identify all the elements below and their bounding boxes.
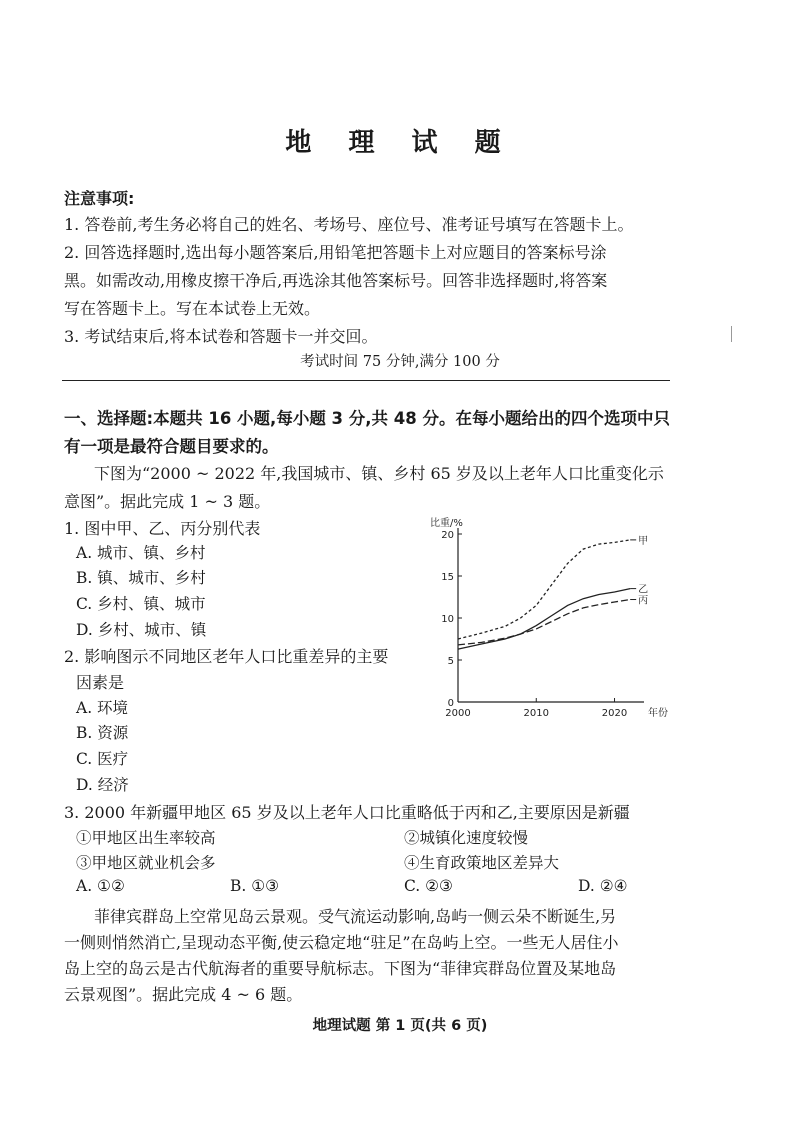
q3-option-b: B. ①③ bbox=[230, 877, 280, 895]
q3-stem: 3. 2000 年新疆甲地区 65 岁及以上老年人口比重略低于丙和乙,主要原因是新疆 bbox=[64, 803, 630, 822]
series-label-1: 甲 bbox=[638, 535, 649, 547]
series-line-2 bbox=[458, 589, 630, 650]
notice-item-1: 1. 答卷前,考生务必将自己的姓名、考场号、座位号、准考证号填写在答题卡上。 bbox=[64, 215, 634, 234]
q3-option-c: C. ②③ bbox=[404, 877, 453, 895]
q1-option-b: B. 镇、城市、乡村 bbox=[76, 569, 206, 587]
y-tick-label: 5 bbox=[447, 656, 454, 667]
notice-heading: 注意事项: bbox=[64, 189, 135, 208]
divider bbox=[62, 380, 670, 381]
notice-item-2-line-1: 2. 回答选择题时,选出每小题答案后,用铅笔把答题卡上对应题目的答案标号涂 bbox=[64, 243, 607, 262]
y-tick-label: 0 bbox=[447, 698, 454, 709]
q3-item-1: ①甲地区出生率较高 bbox=[76, 829, 216, 847]
q2-option-c: C. 医疗 bbox=[76, 750, 129, 768]
q3-option-d: D. ②④ bbox=[578, 877, 628, 895]
notice-item-3: 3. 考试结束后,将本试卷和答题卡一并交回。 bbox=[64, 327, 378, 346]
q3-item-2: ②城镇化速度较慢 bbox=[404, 829, 529, 847]
exam-time: 考试时间 75 分钟,满分 100 分 bbox=[300, 354, 500, 370]
x-axis-label: 年份 bbox=[648, 708, 668, 719]
notice-item-2-line-2: 黑。如需改动,用橡皮擦干净后,再选涂其他答案标号。回答非选择题时,将答案 bbox=[64, 271, 608, 290]
page-title: 地 理 试 题 bbox=[285, 128, 515, 158]
series-line-3 bbox=[458, 600, 630, 645]
q2-option-a: A. 环境 bbox=[76, 699, 129, 717]
q2-stem-line-2: 因素是 bbox=[76, 673, 125, 692]
q1-option-c: C. 乡村、镇、城市 bbox=[76, 595, 206, 613]
series-label-2: 乙 bbox=[638, 584, 649, 596]
elderly-ratio-line-chart bbox=[420, 512, 668, 722]
q1-stem: 1. 图中甲、乙、丙分别代表 bbox=[64, 519, 261, 538]
q1-option-d: D. 乡村、城市、镇 bbox=[76, 621, 207, 639]
section-heading-line-1: 一、选择题:本题共 16 小题,每小题 3 分,共 48 分。在每小题给出的四个选项中只 bbox=[64, 409, 671, 428]
passage-line-3: 岛上空的岛云是古代航海者的重要导航标志。下图为“菲律宾群岛位置及某地岛 bbox=[64, 959, 617, 978]
q3-item-3: ③甲地区就业机会多 bbox=[76, 854, 216, 872]
q2-stem-line-1: 2. 影响图示不同地区老年人口比重差异的主要 bbox=[64, 647, 389, 666]
page-footer: 地理试题 第 1 页(共 6 页) bbox=[312, 1018, 488, 1034]
section-heading-line-2: 有一项是最符合题目要求的。 bbox=[64, 437, 279, 456]
x-tick-label: 2010 bbox=[523, 708, 549, 719]
notice-item-2-line-3: 写在答题卡上。写在本试卷上无效。 bbox=[64, 299, 321, 318]
q3-item-4: ④生育政策地区差异大 bbox=[404, 854, 560, 872]
passage-line-4: 云景观图”。据此完成 4 ~ 6 题。 bbox=[64, 985, 303, 1004]
passage-line-1: 菲律宾群岛上空常见岛云景观。受气流运动影响,岛屿一侧云朵不断诞生,另 bbox=[94, 907, 617, 926]
x-tick-label: 2020 bbox=[601, 708, 628, 719]
scan-mark bbox=[731, 326, 732, 342]
y-tick-label: 10 bbox=[441, 614, 454, 625]
series-label-3: 丙 bbox=[638, 595, 649, 607]
y-tick-label: 20 bbox=[441, 530, 454, 541]
q1-option-a: A. 城市、镇、乡村 bbox=[76, 544, 206, 562]
y-tick-label: 15 bbox=[441, 572, 454, 583]
q3-option-a: A. ①② bbox=[76, 877, 125, 895]
y-axis-label: 比重/% bbox=[430, 518, 463, 529]
passage-line-2: 一侧则悄然消亡,呈现动态平衡,使云稳定地“驻足”在岛屿上空。一些无人居住小 bbox=[64, 933, 619, 952]
q2-option-b: B. 资源 bbox=[76, 724, 129, 742]
x-tick-label: 2000 bbox=[445, 708, 471, 719]
intro-line-1: 下图为“2000 ~ 2022 年,我国城市、镇、乡村 65 岁及以上老年人口比重变化示 bbox=[94, 464, 664, 483]
q2-option-d: D. 经济 bbox=[76, 776, 129, 794]
intro-line-2: 意图”。据此完成 1 ~ 3 题。 bbox=[64, 492, 271, 511]
series-line-1 bbox=[458, 540, 630, 639]
